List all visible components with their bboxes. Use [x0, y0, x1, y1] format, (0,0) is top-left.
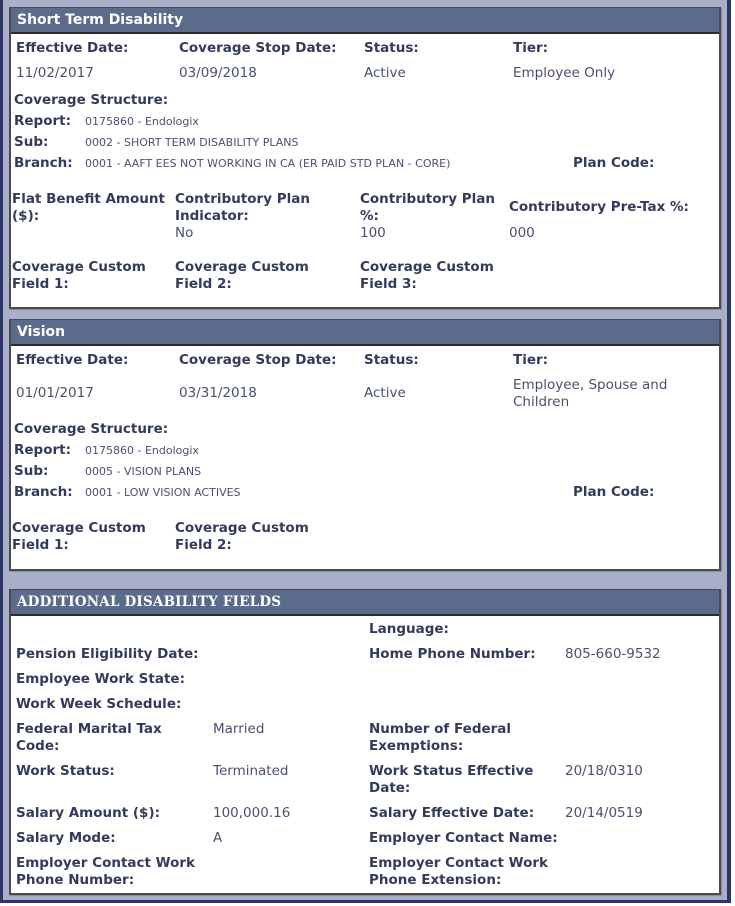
- vision-status-label: Status:: [364, 352, 419, 368]
- vision-status: Active: [364, 385, 406, 401]
- std-branch-label: Branch:: [14, 155, 73, 171]
- vision-report: 0175860 - Endologix: [85, 444, 199, 457]
- std-custom-field-1-label: Coverage Custom Field 1:: [12, 259, 146, 292]
- vision-effective-date: 01/01/2017: [16, 385, 94, 401]
- vision-custom-field-1-label: Coverage Custom Field 1:: [12, 520, 146, 553]
- std-contrib-indicator: No: [175, 225, 194, 241]
- std-contrib-pretax-label: Contributory Pre-Tax %:: [509, 199, 689, 215]
- std-custom-field-3-label: Coverage Custom Field 3:: [360, 259, 494, 292]
- additional-disability-header: ADDITIONAL DISABILITY FIELDS: [11, 590, 719, 616]
- work-status-value: Terminated: [213, 763, 289, 779]
- std-sub: 0002 - SHORT TERM DISABILITY PLANS: [85, 136, 299, 149]
- std-tier-label: Tier:: [513, 40, 549, 56]
- salary-mode-value: A: [213, 830, 223, 846]
- work-status-effective-label: Work Status Effective Date:: [369, 763, 534, 796]
- work-week-label: Work Week Schedule:: [16, 696, 182, 712]
- std-stop-date: 03/09/2018: [179, 65, 257, 81]
- salary-effective-value: 20/14/0519: [565, 805, 643, 821]
- employer-contact-phone-label: Employer Contact Work Phone Number:: [16, 855, 196, 888]
- home-phone-label: Home Phone Number:: [369, 646, 536, 662]
- home-phone-value: 805-660-9532: [565, 646, 661, 662]
- std-report-label: Report:: [14, 113, 71, 129]
- work-state-label: Employee Work State:: [16, 671, 185, 687]
- vision-plan-code-label: Plan Code:: [573, 484, 655, 500]
- vision-stop-date: 03/31/2018: [179, 385, 257, 401]
- std-panel: [9, 7, 721, 309]
- std-branch: 0001 - AAFT EES NOT WORKING IN CA (ER PAID STD PLAN - CORE): [85, 157, 451, 170]
- std-sub-label: Sub:: [14, 134, 49, 150]
- std-stop-date-label: Coverage Stop Date:: [179, 40, 337, 56]
- federal-exemptions-label: Number of Federal Exemptions:: [369, 721, 512, 754]
- vision-custom-field-2-label: Coverage Custom Field 2:: [175, 520, 309, 553]
- salary-amount-label: Salary Amount ($):: [16, 805, 161, 821]
- std-custom-field-2-label: Coverage Custom Field 2:: [175, 259, 309, 292]
- employer-contact-extension-label: Employer Contact Work Phone Extension:: [369, 855, 549, 888]
- std-flat-benefit-label: Flat Benefit Amount ($):: [12, 191, 165, 224]
- vision-tier: Employee, Spouse and Children: [513, 377, 668, 410]
- salary-amount-value: 100,000.16: [213, 805, 291, 821]
- std-panel-header: Short Term Disability: [11, 8, 719, 34]
- std-tier: Employee Only: [513, 65, 616, 81]
- std-contrib-pct: 100: [360, 225, 386, 241]
- work-status-label: Work Status:: [16, 763, 115, 779]
- vision-panel: [9, 319, 721, 571]
- vision-branch: 0001 - LOW VISION ACTIVES: [85, 486, 241, 499]
- std-contrib-pct-label: Contributory Plan %:: [360, 191, 495, 224]
- vision-coverage-structure-label: Coverage Structure:: [14, 421, 169, 437]
- std-status-label: Status:: [364, 40, 419, 56]
- std-status: Active: [364, 65, 406, 81]
- salary-effective-label: Salary Effective Date:: [369, 805, 535, 821]
- vision-report-label: Report:: [14, 442, 71, 458]
- vision-tier-label: Tier:: [513, 352, 549, 368]
- pension-eligibility-label: Pension Eligibility Date:: [16, 646, 199, 662]
- std-contrib-pretax: 000: [509, 225, 535, 241]
- vision-branch-label: Branch:: [14, 484, 73, 500]
- std-report: 0175860 - Endologix: [85, 115, 199, 128]
- additional-disability-panel: [9, 589, 721, 895]
- marital-tax-label: Federal Marital Tax Code:: [16, 721, 162, 754]
- vision-sub: 0005 - VISION PLANS: [85, 465, 202, 478]
- std-plan-code-label: Plan Code:: [573, 155, 655, 171]
- vision-panel-header: Vision: [11, 320, 719, 346]
- std-contrib-indicator-label: Contributory Plan Indicator:: [175, 191, 310, 224]
- language-label: Language:: [369, 621, 449, 637]
- vision-stop-date-label: Coverage Stop Date:: [179, 352, 337, 368]
- vision-effective-date-label: Effective Date:: [16, 352, 129, 368]
- marital-tax-value: Married: [213, 721, 265, 737]
- std-effective-date-label: Effective Date:: [16, 40, 129, 56]
- salary-mode-label: Salary Mode:: [16, 830, 116, 846]
- work-status-effective-value: 20/18/0310: [565, 763, 643, 779]
- employer-contact-name-label: Employer Contact Name:: [369, 830, 558, 846]
- vision-sub-label: Sub:: [14, 463, 49, 479]
- std-effective-date: 11/02/2017: [16, 65, 94, 81]
- std-coverage-structure-label: Coverage Structure:: [14, 92, 169, 108]
